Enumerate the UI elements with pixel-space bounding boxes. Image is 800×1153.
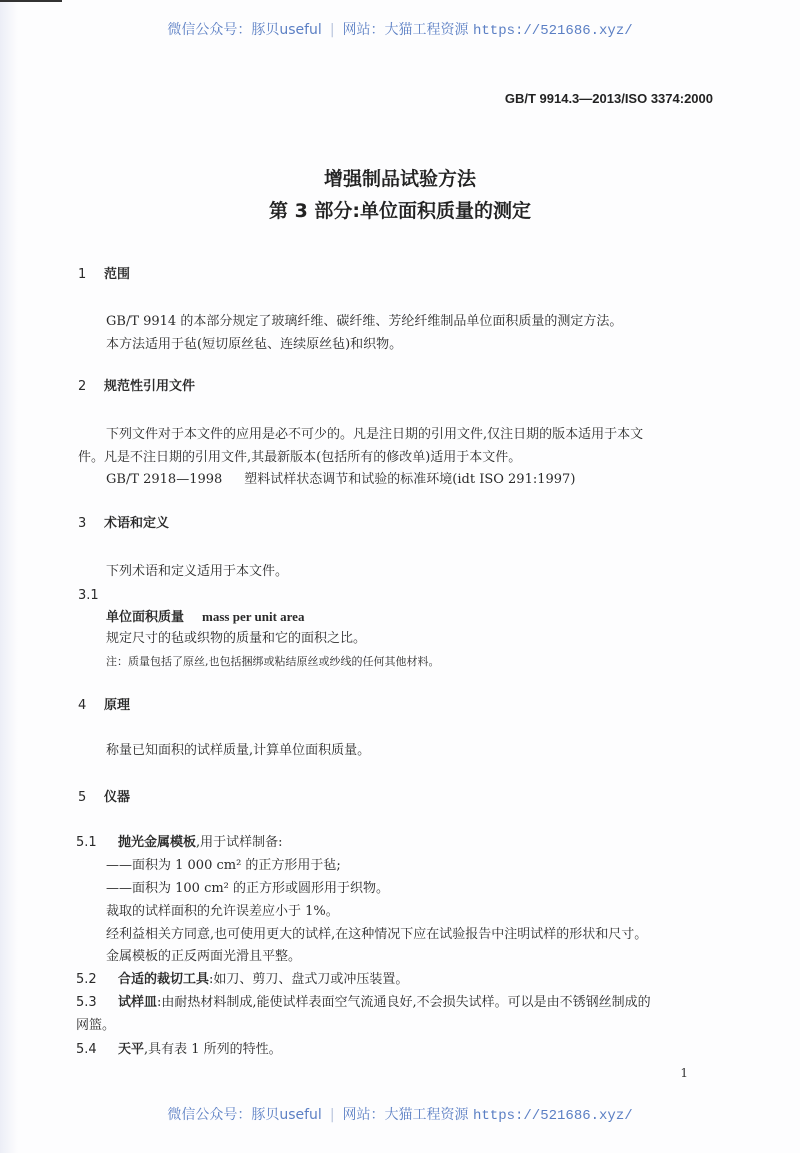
section-number: 4 bbox=[78, 698, 87, 713]
watermark-url[interactable]: https://521686.xyz/ bbox=[473, 1108, 633, 1124]
template-surface-text: 金属模板的正反两面光滑且平整。 bbox=[106, 949, 302, 964]
section-title: 范围 bbox=[104, 267, 131, 282]
normative-reference bbox=[106, 471, 575, 489]
clause-text: :如刀、剪刀、盘式刀或冲压装置。 bbox=[209, 972, 409, 987]
section-title: 原理 bbox=[104, 698, 131, 713]
section-title: 仪器 bbox=[104, 790, 131, 805]
term-note: 注：质量包括了原丝,也包括捆绑或粘结原丝或纱线的任何其他材料。 bbox=[106, 655, 440, 668]
clause-5-2 bbox=[76, 971, 408, 989]
clause-term: 抛光金属模板 bbox=[118, 835, 197, 850]
section-number: 1 bbox=[78, 267, 87, 282]
clause-text: :由耐热材料制成,能使试样表面空气流通良好,不会损失试样。可以是由不锈钢丝制成的 bbox=[157, 995, 651, 1010]
section-number: 5 bbox=[78, 790, 87, 805]
section-3-intro: 下列术语和定义适用于本文件。 bbox=[106, 564, 289, 579]
section-number: 2 bbox=[78, 379, 87, 394]
section-number: 3 bbox=[78, 516, 87, 531]
watermark-bottom bbox=[0, 1104, 800, 1124]
section-title: 术语和定义 bbox=[104, 516, 170, 531]
section-title: 规范性引用文件 bbox=[104, 379, 196, 394]
reference-title: 塑料试样状态调节和试验的标准环境(idt ISO 291:1997) bbox=[244, 472, 576, 487]
watermark-wechat: 微信公众号：豚贝useful bbox=[167, 1107, 322, 1123]
watermark-separator: | bbox=[329, 1107, 335, 1123]
clause-number: 5.3 bbox=[76, 995, 97, 1010]
clause-text: ,具有表 1 所列的特性。 bbox=[144, 1042, 282, 1057]
watermark-wechat: 微信公众号：豚贝useful bbox=[167, 22, 322, 38]
section-2-para-1a: 下列文件对于本文件的应用是必不可少的。凡是注日期的引用文件,仅注日期的版本适用于本文 bbox=[106, 427, 644, 442]
section-5-heading bbox=[78, 789, 130, 807]
term-definition: 规定尺寸的毡或织物的质量和它的面积之比。 bbox=[106, 631, 367, 646]
clause-number: 5.1 bbox=[76, 835, 97, 850]
section-1-para-2: 本方法适用于毡(短切原丝毡、连续原丝毡)和织物。 bbox=[106, 337, 403, 352]
clause-term: 试样皿 bbox=[118, 995, 158, 1010]
clause-5-1 bbox=[76, 834, 283, 852]
clause-5-4 bbox=[76, 1041, 282, 1059]
watermark-top bbox=[0, 19, 800, 39]
section-4-heading bbox=[78, 697, 130, 715]
section-3-heading bbox=[78, 515, 169, 533]
watermark-site: 网站：大猫工程资源 bbox=[342, 22, 469, 38]
section-3-1-number: 3.1 bbox=[78, 588, 99, 603]
watermark-site: 网站：大猫工程资源 bbox=[342, 1107, 469, 1123]
page-number: 1 bbox=[680, 1066, 688, 1080]
clause-term: 合适的裁切工具 bbox=[118, 972, 210, 987]
document-title bbox=[0, 163, 800, 227]
clause-5-3-continuation: 网篮。 bbox=[76, 1018, 116, 1033]
section-1-heading bbox=[78, 266, 130, 284]
tolerance-text: 裁取的试样面积的允许误差应小于 1%。 bbox=[106, 904, 339, 919]
clause-number: 5.2 bbox=[76, 972, 97, 987]
watermark-separator: | bbox=[329, 22, 335, 38]
clause-text: ,用于试样制备: bbox=[196, 835, 283, 850]
clause-5-3 bbox=[76, 994, 651, 1012]
title-line-1: 增强制品试验方法 bbox=[323, 168, 476, 190]
larger-specimen-text: 经利益相关方同意,也可使用更大的试样,在这种情况下应在试验报告中注明试样的形状和尺寸。 bbox=[106, 927, 648, 942]
list-item-dash-2: ——面积为 100 cm² 的正方形或圆形用于织物。 bbox=[106, 881, 390, 896]
clause-term: 天平 bbox=[118, 1042, 145, 1057]
section-2-para-1b: 件。凡是不注日期的引用文件,其最新版本(包括所有的修改单)适用于本文件。 bbox=[78, 450, 522, 465]
watermark-url[interactable]: https://521686.xyz/ bbox=[473, 23, 633, 39]
list-item-dash-1: ——面积为 1 000 cm² 的正方形用于毡; bbox=[106, 858, 341, 873]
section-1-para-1: GB/T 9914 的本部分规定了玻璃纤维、碳纤维、芳纶纤维制品单位面积质量的测定方法。 bbox=[106, 314, 623, 329]
reference-code: GB/T 2918—1998 bbox=[106, 472, 223, 487]
standard-number: GB/T 9914.3—2013/ISO 3374:2000 bbox=[504, 91, 713, 106]
scan-top-mark bbox=[0, 0, 62, 2]
term-english: mass per unit area bbox=[202, 609, 305, 624]
term-chinese: 单位面积质量 bbox=[106, 610, 185, 625]
section-4-para: 称量已知面积的试样质量,计算单位面积质量。 bbox=[106, 743, 371, 758]
title-line-2: 第 3 部分:单位面积质量的测定 bbox=[268, 200, 532, 222]
term-entry bbox=[106, 608, 304, 627]
section-2-heading bbox=[78, 378, 195, 396]
clause-number: 5.4 bbox=[76, 1042, 97, 1057]
